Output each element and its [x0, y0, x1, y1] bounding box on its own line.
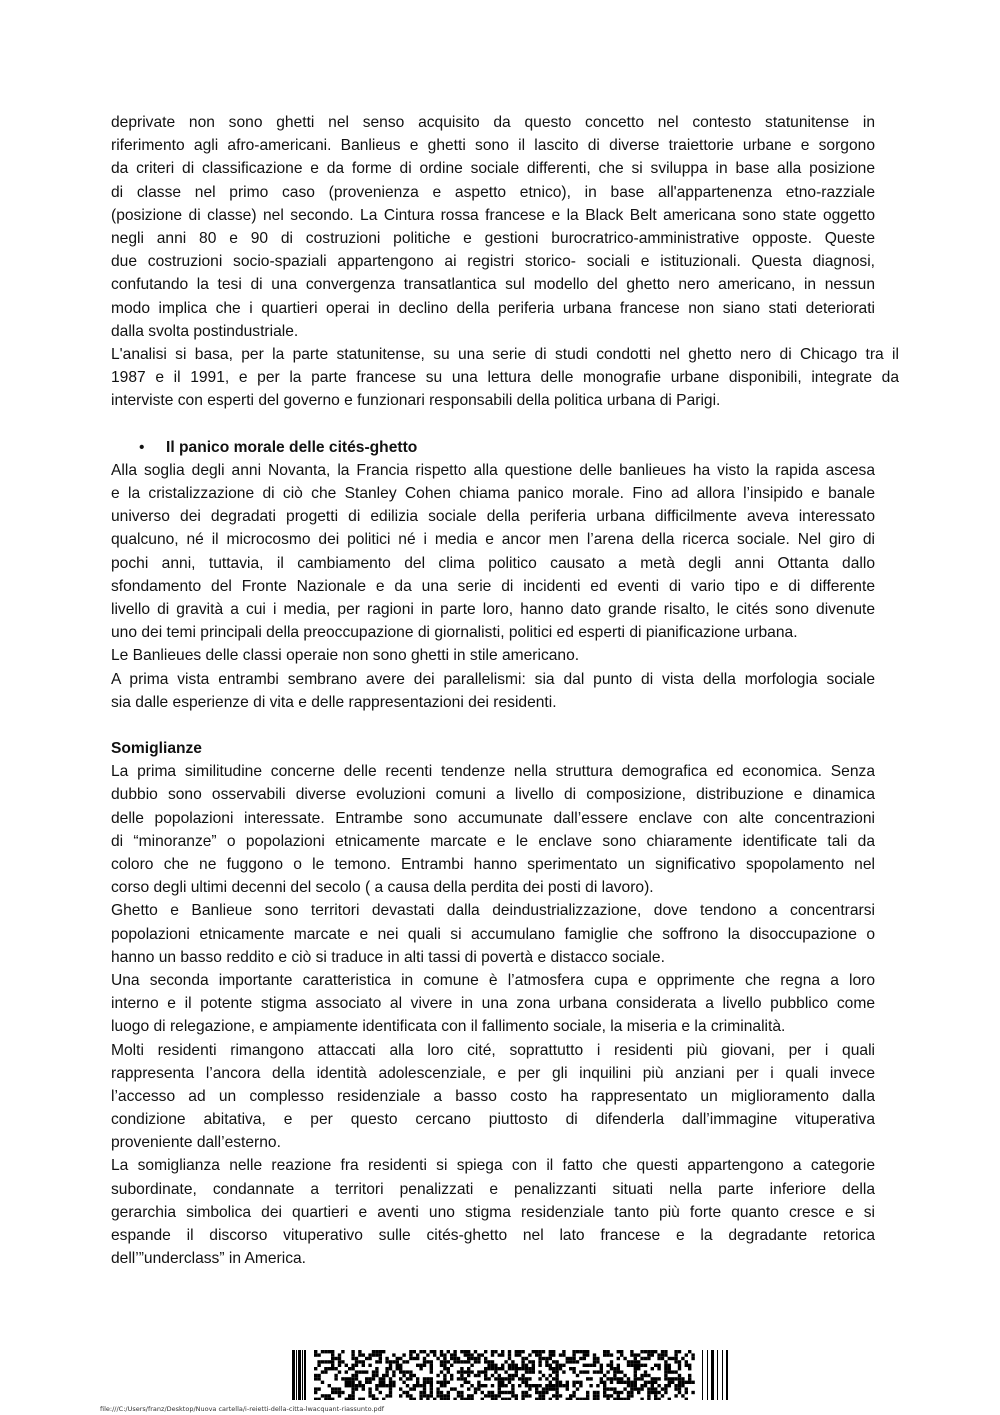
text-line: Alla soglia degli anni Novanta, la Francia rispetto alla questione delle banlieues ha visto la rapida ascesa [111, 461, 875, 479]
text-line: Le Banlieues delle classi operaie non sono ghetti in stile americano. [111, 647, 580, 665]
text-line: L'analisi si basa, per la parte statunitense, su una serie di studi condotti nel ghetto nero di Chicago tra il [111, 345, 899, 363]
text-line: negli anni 80 e 90 di costruzioni politiche e gestioni burocratrico-amministrative opposte. Queste [111, 229, 875, 247]
text-line: (posizione di classe) nel secondo. La Cintura rossa francese e la Black Belt americana sono state oggetto [111, 206, 875, 224]
text-line: da criteri di classificazione e da forme di ordine sociale differenti, che si sviluppa in base alla posizione [111, 160, 875, 178]
text-line: espande il discorso vituperativo sulle cités-ghetto nel lato francese e la degradante retorica [111, 1227, 875, 1244]
text-line: di classe nel primo caso (provenienza e aspetto etnico), in base all'appartenenza etno-razziale [111, 183, 875, 201]
paragraph [111, 1154, 875, 1270]
section-title: Il panico morale delle cités-ghetto [166, 438, 418, 456]
text-line: popolazioni etnicamente marcate e nei quali si accumulano famiglie che soffrono la disoccupazione o [111, 925, 875, 943]
text-line: A prima vista entrambi sembrano avere dei parallelismi: sia dal punto di vista della morfologia sociale [111, 670, 875, 688]
text-line: modo implica che i quartieri operai in declino della periferia urbana francese non siano stati deteriorati [111, 299, 875, 317]
text-line: luogo di relegazione, e ampiamente identificata con il fallimento sociale, la miseria e la criminalità. [111, 1018, 786, 1036]
section-panico-morale [111, 436, 875, 714]
paragraph [111, 899, 875, 969]
text-line: livello di gravità a cui i media, per ragioni in parte loro, hanno dato grande risalto, le cités sono divenute [111, 600, 875, 618]
text-line: l’accesso ad un complesso residenziale a basso costo ha rappresentato un miglioramento dalla [111, 1087, 875, 1105]
paragraph-intro [111, 111, 875, 343]
page-footer [262, 1350, 748, 1400]
text-line: confutando la tesi di una convergenza transatlantica sul modello del ghetto nero americano, in nessun [111, 276, 875, 294]
text-line: universo dei degradati progetti di edilizia sociale della periferia urbana difficilmente aveva interessato [111, 508, 875, 526]
bullet-icon: • [139, 438, 145, 456]
section-heading [111, 436, 875, 459]
spacer [111, 714, 875, 737]
text-line: rappresenta l’ancora della identità adolescenziale, e per gli inquilini più anziani per i quali invece [111, 1064, 875, 1082]
text-line: pochi anni, tuttavia, il cambiamento del clima politico causato a metà degli anni Ottanta dallo [111, 554, 875, 572]
text-line: La prima similitudine concerne delle recenti tendenze nella struttura demografica ed economica. Senza [111, 763, 875, 781]
text-line: riferimento agli afro-americani. Banlieus e ghetti sono il lascito di diverse traiettorie urbane e sorgono [111, 137, 875, 155]
text-line: sfondamento del Fronte Nazionale e da una serie di incidenti ed eventi di vario tipo e di differente [111, 577, 875, 595]
file-path-label: file:///C:/Users/franz/Desktop/Nuova cartella/i-reietti-della-citta-lwacquant-riassunto.pdf [100, 1405, 385, 1413]
text-line: delle popolazioni interessate. Entrambe sono accumunate dall’essere enclave con alte concentrazioni [111, 809, 875, 827]
text-line: dalla svolta postindustriale. [111, 322, 299, 340]
text-line: hanno un basso reddito e ciò si traduce in alti tassi di povertà e distacco sociale. [111, 948, 665, 966]
text-line: di “minoranze” o popolazioni etnicamente marcate e le enclave sono chiaramente identificate tali da [111, 832, 875, 850]
section-title: Somiglianze [111, 740, 202, 758]
text-line: dubbio sono osservabili diverse evoluzioni comuni a livello di composizione, distribuzione e dinamica [111, 786, 875, 804]
text-line: gerarchia simbolica dei quartieri e aventi uno stigma residenziale tanto più forte quanto cresce e si [111, 1203, 875, 1221]
paragraph [111, 1039, 875, 1155]
text-line: Una seconda importante caratteristica in comune è l’atmosfera cupa e opprimente che regna a loro [111, 971, 875, 989]
text-line: sia dalle esperienze di vita e delle rappresentazioni dei residenti. [111, 693, 557, 711]
text-line: La somiglianza nelle reazione fra residenti si spiega con il fatto che questi appartengono a categorie [111, 1157, 875, 1175]
paragraph-analysis [111, 343, 899, 413]
paragraph [111, 760, 875, 899]
text-line: interviste con esperti del governo e funzionari responsabili della politica urbana di Parigi. [111, 392, 721, 410]
barcode-image [262, 1350, 748, 1400]
text-line: qualcuno, né il microcosmo dei politici né i media e ancor men l’arena della ricerca sociale. Nel giro di [111, 531, 875, 549]
text-line: Molti residenti rimangono attaccati alla loro cité, soprattutto i residenti più giovani, per i quali [111, 1041, 875, 1059]
text-line: corso degli ultimi decenni del secolo ( a causa della perdita dei posti di lavoro). [111, 879, 654, 897]
spacer [111, 412, 875, 435]
text-line: due costruzioni socio-spaziali appartengono ai registri storico- sociali e istituzionali. Questa diagnosi, [111, 253, 875, 271]
text-line: proveniente dall’esterno. [111, 1134, 281, 1152]
text-line: uno dei temi principali della preoccupazione di giornalisti, politici ed esperti di pianificazione urbana. [111, 624, 798, 642]
text-line: subordinate, condannate a territori penalizzati e penalizzanti situati nella parte inferiore della [111, 1180, 875, 1198]
text-line: dell’”underclass” in America. [111, 1250, 306, 1268]
text-line: deprivate non sono ghetti nel senso acquisito da questo concetto nel contesto statunitense in [111, 114, 875, 131]
section-somiglianze [111, 737, 875, 1270]
text-line: condizione abitativa, e per questo cercano piuttosto di difenderla dall’immagine vituperativa [111, 1111, 875, 1129]
text-line: interno e il potente stigma associato al vivere in una zona urbana considerata a livello pubblico come [111, 995, 875, 1013]
text-line: coloro che ne fuggono o le temono. Entrambi hanno sperimentato un significativo spopolamento nel [111, 856, 875, 873]
text-line: Ghetto e Banlieue sono territori devastati dalla deindustrializzazione, dove tendono a concentrarsi [111, 902, 875, 920]
document-body [111, 111, 899, 1270]
text-line: e la cristalizzazione di ciò che Stanley Cohen chiama panico morale. Fino ad allora l’insipido e banale [111, 485, 875, 502]
text-line: 1987 e il 1991, e per la parte francese su una lettura delle monografie urbane disponibili, integrate da [111, 369, 899, 387]
paragraph [111, 969, 875, 1039]
